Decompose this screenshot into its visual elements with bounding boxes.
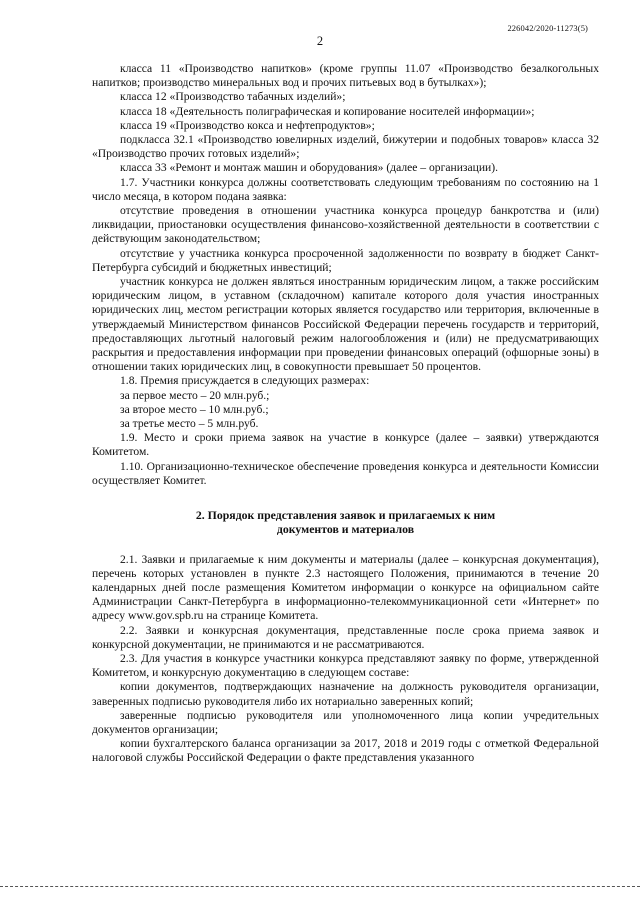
paragraph-class-12: класса 12 «Производство табачных изделий»; [120, 90, 346, 104]
paragraph-class-33: класса 33 «Ремонт и монтаж машин и оборудования» (далее – организации). [120, 161, 499, 175]
paragraph-subclass-32-1: подкласса 32.1 «Производство ювелирных изделий, бижутерии и подобных товаров» класса 32 «Производство прочих готовых изделий»; [92, 133, 599, 161]
paragraph-no-bankruptcy: отсутствие проведения в отношении участника конкурса процедур банкротства и (или) ликвидации, приостановки осуществления финансово-хозяйственной деятельности в соответствии с действующим законодательством; [92, 204, 599, 246]
document-code: 226042/2020-11273(5) [507, 23, 588, 33]
document-body [92, 62, 599, 766]
paragraph-1-9: 1.9. Место и сроки приема заявок на участие в конкурсе (далее – заявки) утверждаются Комитетом. [92, 431, 599, 459]
paragraph-founding-docs: заверенные подписью руководителя или уполномоченного лица копии учредительных документов организации; [92, 708, 599, 736]
paragraph-class-18: класса 18 «Деятельность полиграфическая и копирование носителей информации»; [120, 104, 535, 118]
prize-second-place: за второе место – 10 млн.руб.; [120, 402, 269, 416]
paragraph-1-10: 1.10. Организационно-техническое обеспечение проведения конкурса и деятельности Комиссии осуществляет Комитет. [92, 459, 599, 487]
paragraph-2-1: 2.1. Заявки и прилагаемые к ним документы и материалы (далее – конкурсная документация), перечень которых установлен в пункте 2.3 настоящего Положения, принимаются в течение 20 календарных дней после размещения Комитетом информации о конкурсе на официальном сайте Администрации Санкт-Петербурга в информационно-телекоммуникационной сети «Интернет» по адресу www.gov.spb.ru на странице Комитета. [92, 552, 599, 623]
prize-first-place: за первое место – 20 млн.руб.; [120, 388, 270, 402]
page-number: 2 [316, 34, 324, 48]
paragraph-1-7: 1.7. Участники конкурса должны соответствовать следующим требованиям по состоянию на 1 число месяца, в котором подана заявка: [92, 175, 599, 203]
paragraph-class-19: класса 19 «Производство кокса и нефтепродуктов»; [120, 118, 375, 132]
page-bottom-divider [0, 886, 640, 887]
paragraph-not-foreign: участник конкурса не должен являться иностранным юридическим лицом, а также российским юридическим лицом, в уставном (складочном) капитале которого доля участия иностранных юридических лиц, местом регистрации которых является государство или территория, включенные в утверждаемый Министерством финансов Российской Федерации перечень государств и территорий, предоставляющих льготный налоговый режим налогообложения и (или) не предусматривающих раскрытия и предоставления информации при проведении финансовых операций (офшорные зоны) в отношении таких юридических лиц, в совокупности превышает 50 процентов. [92, 275, 599, 374]
paragraph-no-debt: отсутствие у участника конкурса просроченной задолженности по возврату в бюджет Санкт-Петербурга субсидий и бюджетных инвестиций; [92, 246, 599, 274]
paragraph-1-8: 1.8. Премия присуждается в следующих размерах: [120, 374, 370, 388]
section-2-heading-line1: 2. Порядок представления заявок и прилагаемых к ним [195, 508, 496, 523]
paragraph-2-3: 2.3. Для участия в конкурсе участники конкурса представляют заявку по форме, утвержденной Комитетом, и конкурсную документацию в следующем составе: [92, 651, 599, 680]
paragraph-class-11: класса 11 «Производство напитков» (кроме группы 11.07 «Производство безалкогольных напитков; производство минеральных вод и прочих питьевых вод в бутылках»); [92, 62, 599, 90]
paragraph-director-docs: копии документов, подтверждающих назначение на должность руководителя организации, заверенных подписью руководителя либо их нотариально заверенных копий; [92, 680, 599, 708]
prize-third-place: за третье место – 5 млн.руб. [120, 417, 259, 431]
paragraph-2-2: 2.2. Заявки и конкурсная документация, представленные после срока приема заявок и конкурсной документации, не принимаются и не рассматриваются. [92, 623, 599, 651]
section-2-heading-line2: документов и материалов [276, 522, 415, 537]
paragraph-balance-sheet: копии бухгалтерского баланса организации за 2017, 2018 и 2019 годы с отметкой Федеральной налоговой службы Российской Федерации о факте представления указанного [92, 737, 599, 765]
